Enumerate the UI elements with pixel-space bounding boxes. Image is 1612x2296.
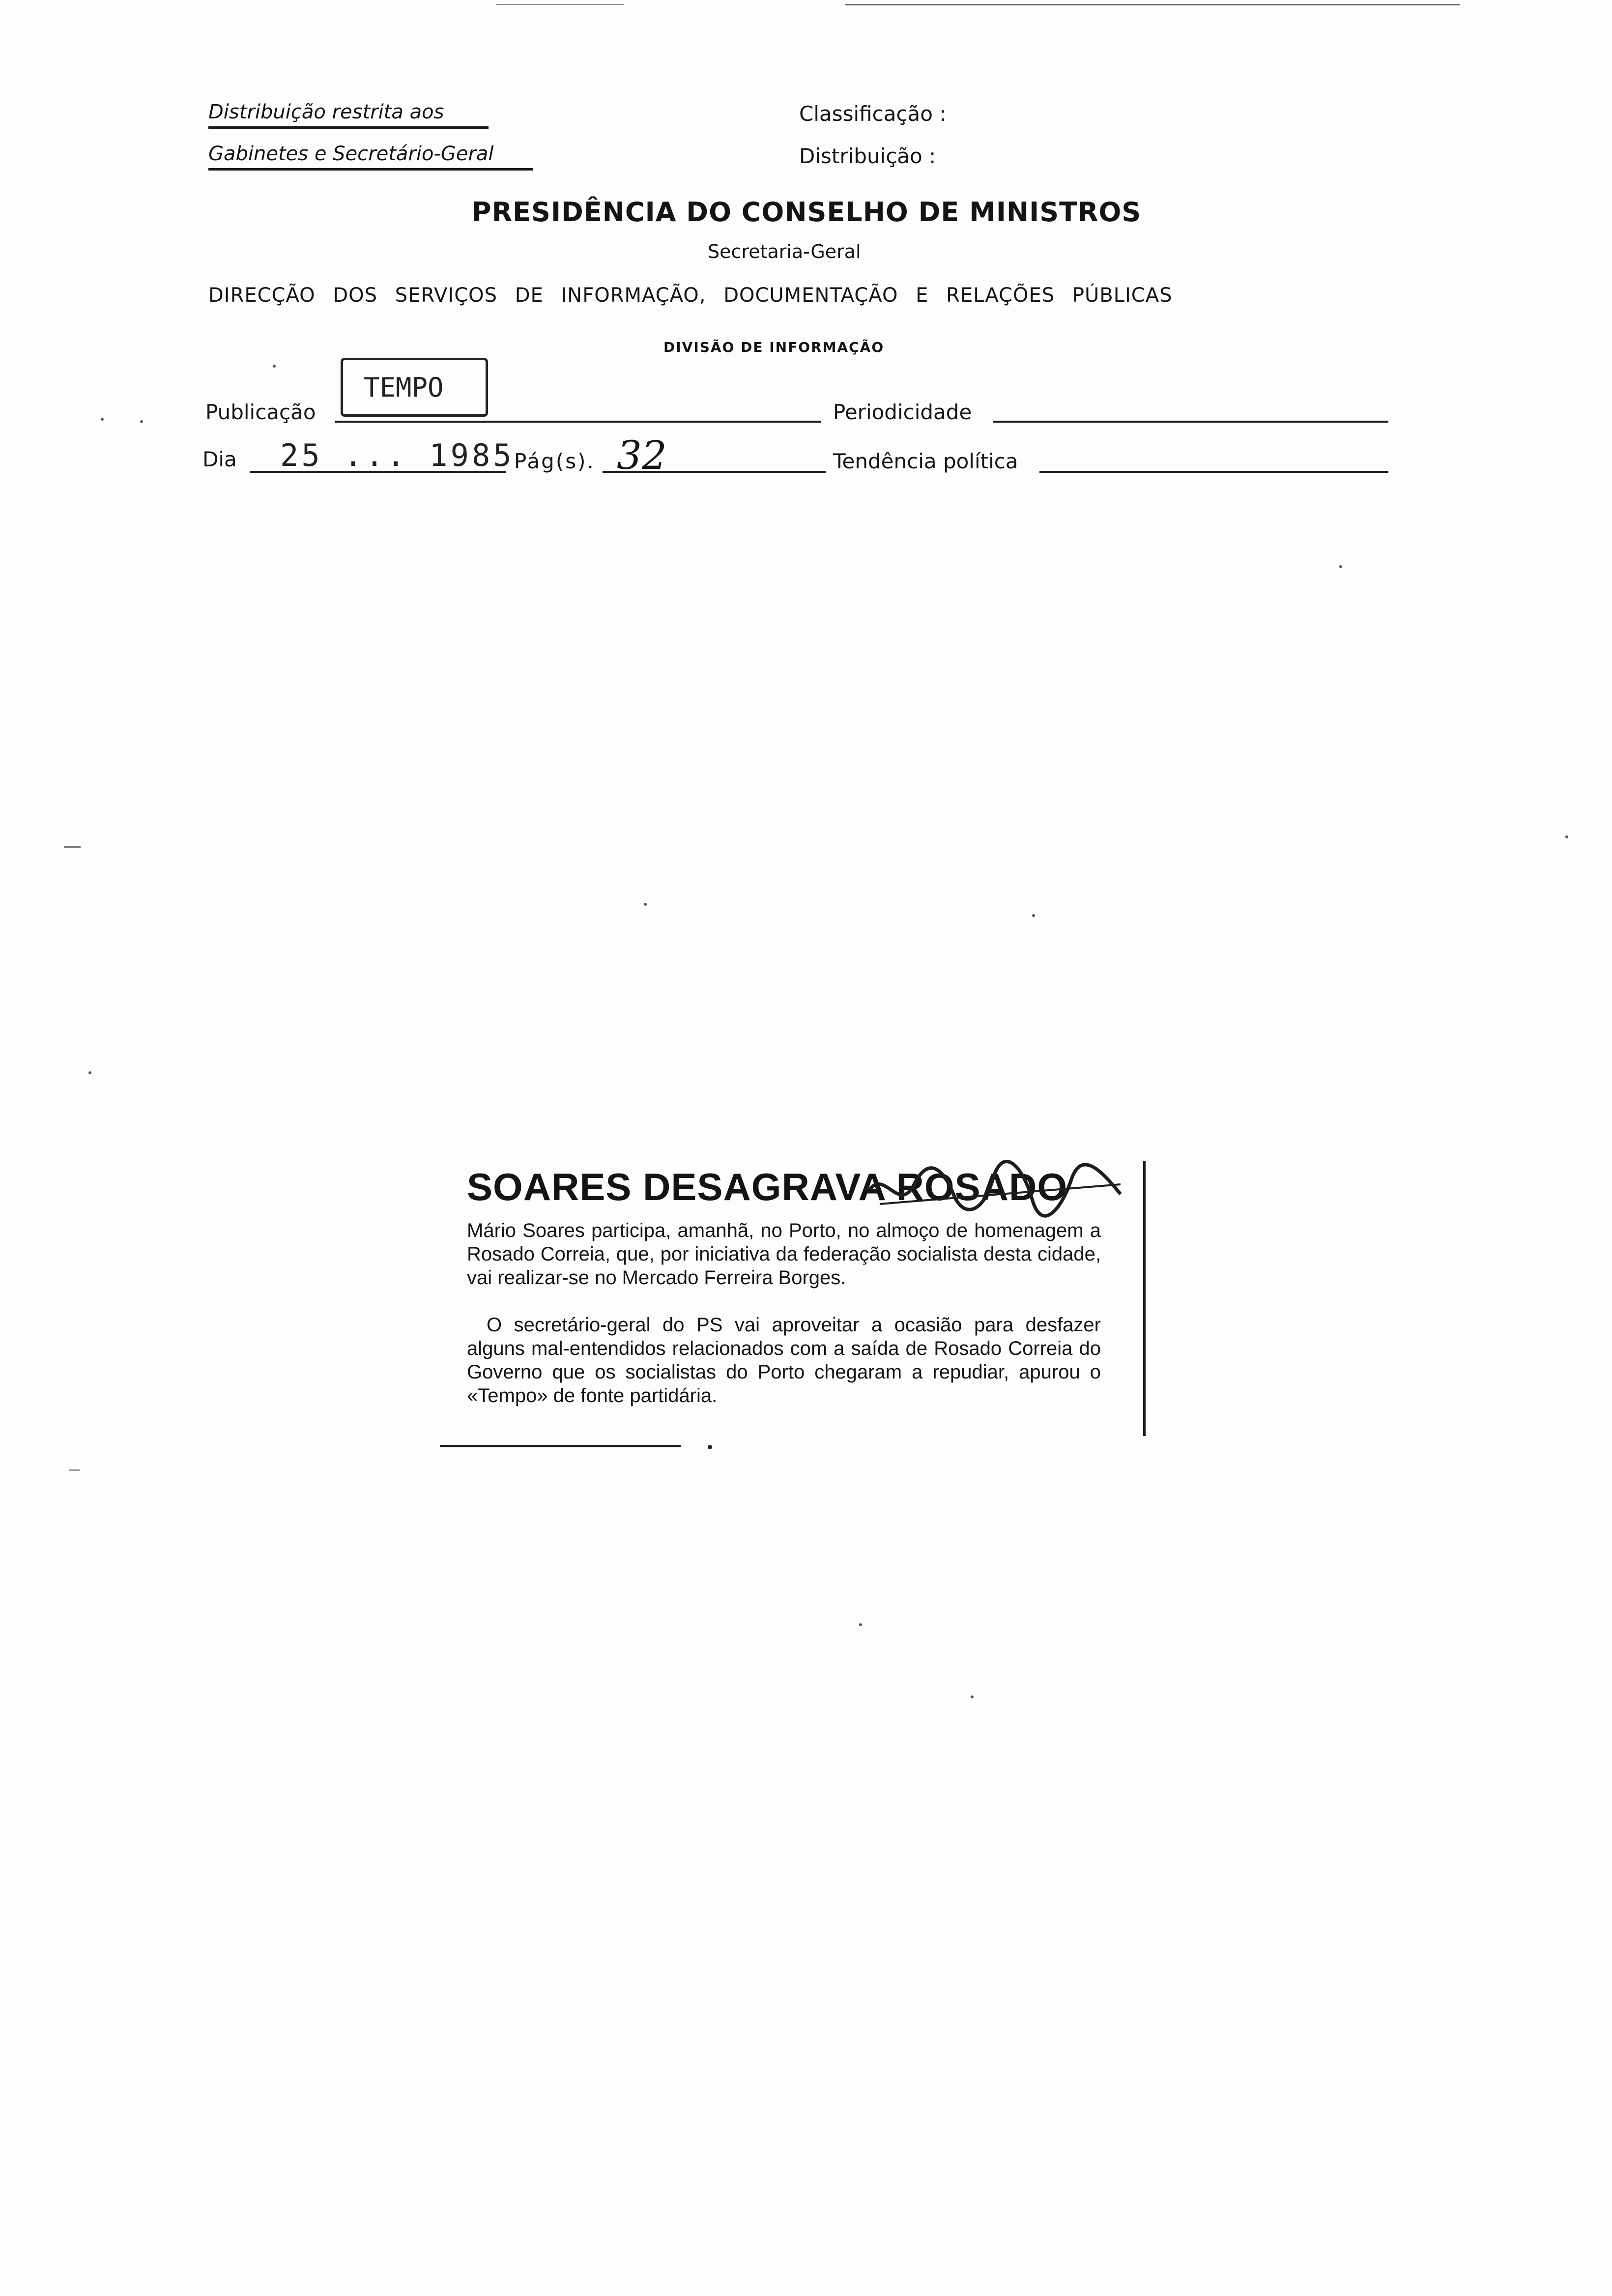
publication-stamp-value: TEMPO bbox=[364, 372, 444, 403]
handwritten-reference-scribble bbox=[865, 1160, 1130, 1224]
distribution-note-line1: Distribuição restrita aos bbox=[208, 101, 489, 129]
periodicidade-label: Periodicidade bbox=[833, 400, 972, 424]
scan-speck bbox=[644, 903, 647, 906]
scan-edge-line bbox=[845, 4, 1460, 5]
scan-speck bbox=[1565, 835, 1568, 838]
distribuicao-label: Distribuição : bbox=[799, 144, 936, 168]
scan-speck bbox=[140, 420, 143, 423]
scan-speck bbox=[1339, 565, 1342, 568]
dia-label: Dia bbox=[202, 447, 237, 471]
distribution-note-line2: Gabinetes e Secretário-Geral bbox=[208, 143, 533, 171]
tendencia-label: Tendência política bbox=[833, 449, 1018, 473]
scan-speck bbox=[708, 1445, 712, 1449]
scan-speck bbox=[859, 1623, 862, 1626]
periodicidade-underline bbox=[993, 421, 1388, 423]
clipping-headline: SOARES DESAGRAVA ROSADO bbox=[467, 1165, 1068, 1208]
pags-label: Pág(s). bbox=[514, 449, 595, 473]
scan-speck bbox=[971, 1695, 974, 1698]
tendencia-underline bbox=[1039, 471, 1388, 473]
scan-edge-line bbox=[69, 1469, 80, 1471]
clipping-bottom-rule bbox=[440, 1445, 681, 1447]
directorate-line: DIRECÇÃO DOS SERVIÇOS DE INFORMAÇÃO, DOCUMENTAÇÃO E RELAÇÕES PÚBLICAS bbox=[208, 284, 1173, 307]
publication-stamp bbox=[341, 358, 488, 417]
division-label: DIVISÃO DE INFORMAÇÃO bbox=[663, 339, 885, 355]
clipping-paragraph-2: O secretário-geral do PS vai aproveitar a ocasião para desfazer alguns mal-entendidos relacionados com a saída de Rosado Correia do Governo que os socialistas do Porto chegaram a repudiar, apurou o «Tempo» de fonte partidária. bbox=[467, 1314, 1101, 1406]
publicacao-label: Publicação bbox=[205, 400, 316, 424]
scan-speck bbox=[88, 1071, 91, 1074]
clipping-paragraph-1: Mário Soares participa, amanhã, no Porto, no almoço de homenagem a Rosado Correia, que, por iniciativa da federação socialista desta cidade, vai realizar-se no Mercado Ferreira Borges. bbox=[467, 1220, 1101, 1289]
pags-handwritten-value: 32 bbox=[617, 432, 667, 478]
scan-speck bbox=[1032, 914, 1035, 917]
newspaper-clipping bbox=[467, 1165, 1150, 1440]
scan-speck bbox=[273, 365, 276, 368]
classificacao-label: Classificação : bbox=[799, 102, 947, 126]
page-title: PRESIDÊNCIA DO CONSELHO DE MINISTROS bbox=[472, 197, 1142, 228]
page-subtitle: Secretaria-Geral bbox=[708, 241, 861, 262]
scan-speck bbox=[101, 418, 104, 421]
scan-edge-line bbox=[64, 846, 81, 848]
publicacao-underline bbox=[335, 421, 821, 423]
scan-edge-line bbox=[496, 4, 624, 5]
clipping-right-rule bbox=[1143, 1161, 1146, 1436]
dia-date-stamp: 25 ... 1985 bbox=[280, 437, 515, 473]
